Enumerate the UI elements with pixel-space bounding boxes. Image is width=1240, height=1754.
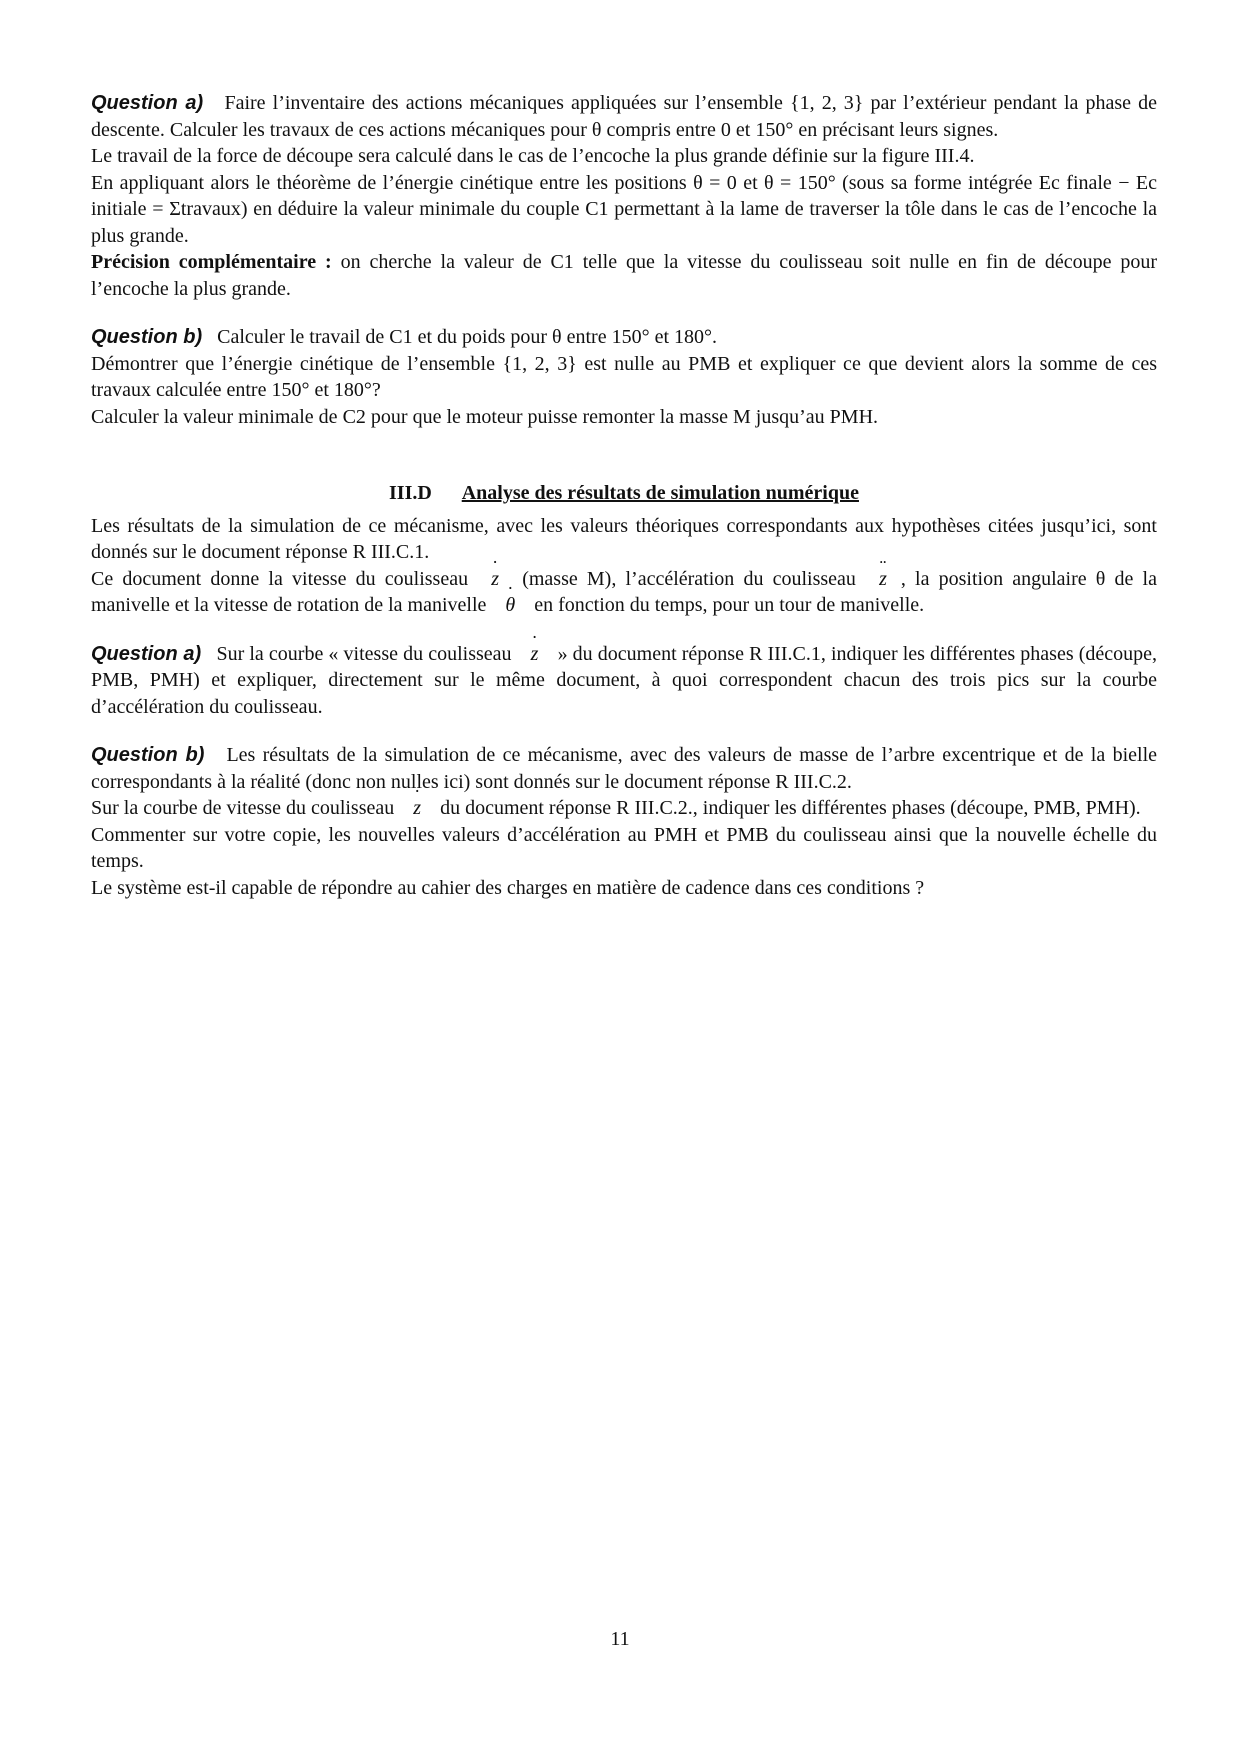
z-double-dot-symbol: z ¨: [879, 566, 887, 593]
question-b-paragraph: [91, 324, 1157, 351]
question-b-text: Calculer le travail de C1 et du poids pour θ entre 150° et 180°.: [217, 326, 718, 348]
question-a2-paragraph: [91, 641, 1157, 721]
question-b2-text: Les résultats de la simulation de ce mécanisme, avec des valeurs de masse de l’arbre excentrique et de la bielle correspondants à la réalité (donc non nulles ici) sont donnés sur le document réponse R III.C.2.: [91, 744, 1157, 793]
precision-text: on cherche la valeur de C1 telle que la vitesse du coulisseau soit nulle en fin de découpe pour l’encoche la plus grande.: [91, 251, 1157, 300]
question-b2-line-4: Le système est-il capable de répondre au cahier des charges en matière de cadence dans ces conditions ?: [91, 876, 925, 899]
question-a-label: Question a): [91, 92, 204, 114]
question-a-text: Faire l’inventaire des actions mécaniques appliquées sur l’ensemble {1, 2, 3} par l’extérieur pendant la phase de descente. Calculer les travaux de ces actions mécaniques pour θ compris entre 0 et 150° en précisant leurs signes.: [91, 92, 1158, 141]
question-b2-line-2a: Sur la courbe de vitesse du coulisseau: [91, 797, 395, 819]
question-a-line-2: Le travail de la force de découpe sera calculé dans le cas de l’encoche la plus grande définie sur la figure III.4.: [91, 145, 975, 167]
question-a-line-3: En appliquant alors le théorème de l’énergie cinétique entre les positions θ = 0 et θ = 150° (sous sa forme intégrée Ec finale − Ec initiale = Σtravaux) en déduire la valeur minimale du couple C1 permettant à la lame de traverser la tôle dans le cas de l’encoche la plus grande.: [91, 171, 1157, 247]
section-paragraph-2: [91, 566, 1157, 619]
section-p2-part-b: (masse M), l’accélération du coulisseau: [522, 567, 856, 590]
question-b2-line-3: Commenter sur votre copie, les nouvelles valeurs d’accélération au PMH et PMB du coulisseau ainsi que la nouvelle échelle du temps.: [91, 823, 1157, 872]
section-p2-part-d: en fonction du temps, pour un tour de manivelle.: [534, 594, 925, 616]
section-p2-part-c: , la position angulaire θ de la manivelle et la vitesse de rotation de la manivelle: [91, 567, 1157, 616]
question-b-label: Question b): [91, 326, 203, 348]
section-p2-part-a: Ce document donne la vitesse du coulisseau: [91, 567, 469, 590]
z-dot-symbol: z ˙: [413, 795, 421, 822]
precision-paragraph: [91, 249, 1157, 302]
page-content: [91, 90, 1157, 901]
question-b-line-3: Calculer la valeur minimale de C2 pour que le moteur puisse remonter la masse M jusqu’au PMH.: [91, 405, 879, 428]
z-dot-symbol: z ˙: [531, 641, 539, 668]
page-number: 11: [610, 1628, 630, 1650]
question-b2-line-2: [91, 795, 1157, 822]
question-b2-line-2b: du document réponse R III.C.2., indiquer les différentes phases (découpe, PMB, PMH).: [440, 797, 1141, 819]
question-a2-text-a: Sur la courbe « vitesse du coulisseau: [216, 642, 512, 665]
section-heading: [91, 480, 1157, 507]
question-b2-paragraph: [91, 742, 1157, 795]
z-dot-symbol: z ˙: [491, 566, 499, 593]
section-title: Analyse des résultats de simulation numérique: [461, 482, 859, 504]
question-a2-label: Question a): [91, 642, 202, 665]
question-b-line-2: Démontrer que l’énergie cinétique de l’ensemble {1, 2, 3} est nulle au PMB et expliquer ce que devient alors la somme de ces travaux calculée entre 150° et 180°?: [91, 352, 1157, 401]
section-paragraph-1: Les résultats de la simulation de ce mécanisme, avec les valeurs théoriques correspondants aux hypothèses citées jusqu’ici, sont donnés sur le document réponse R III.C.1.: [91, 514, 1157, 563]
question-a2-text-b: » du document réponse R III.C.1, indiquer les différentes phases (découpe, PMB, PMH) et expliquer, directement sur le même document, à quoi correspondent chacun des trois pics sur la courbe d’accélération du coulisseau.: [91, 642, 1158, 718]
theta-dot-symbol: θ ˙: [505, 592, 515, 619]
question-b2-label: Question b): [91, 744, 205, 766]
precision-label: Précision complémentaire :: [91, 251, 332, 273]
question-a-paragraph: [91, 90, 1157, 143]
section-number: III.D: [389, 482, 432, 504]
